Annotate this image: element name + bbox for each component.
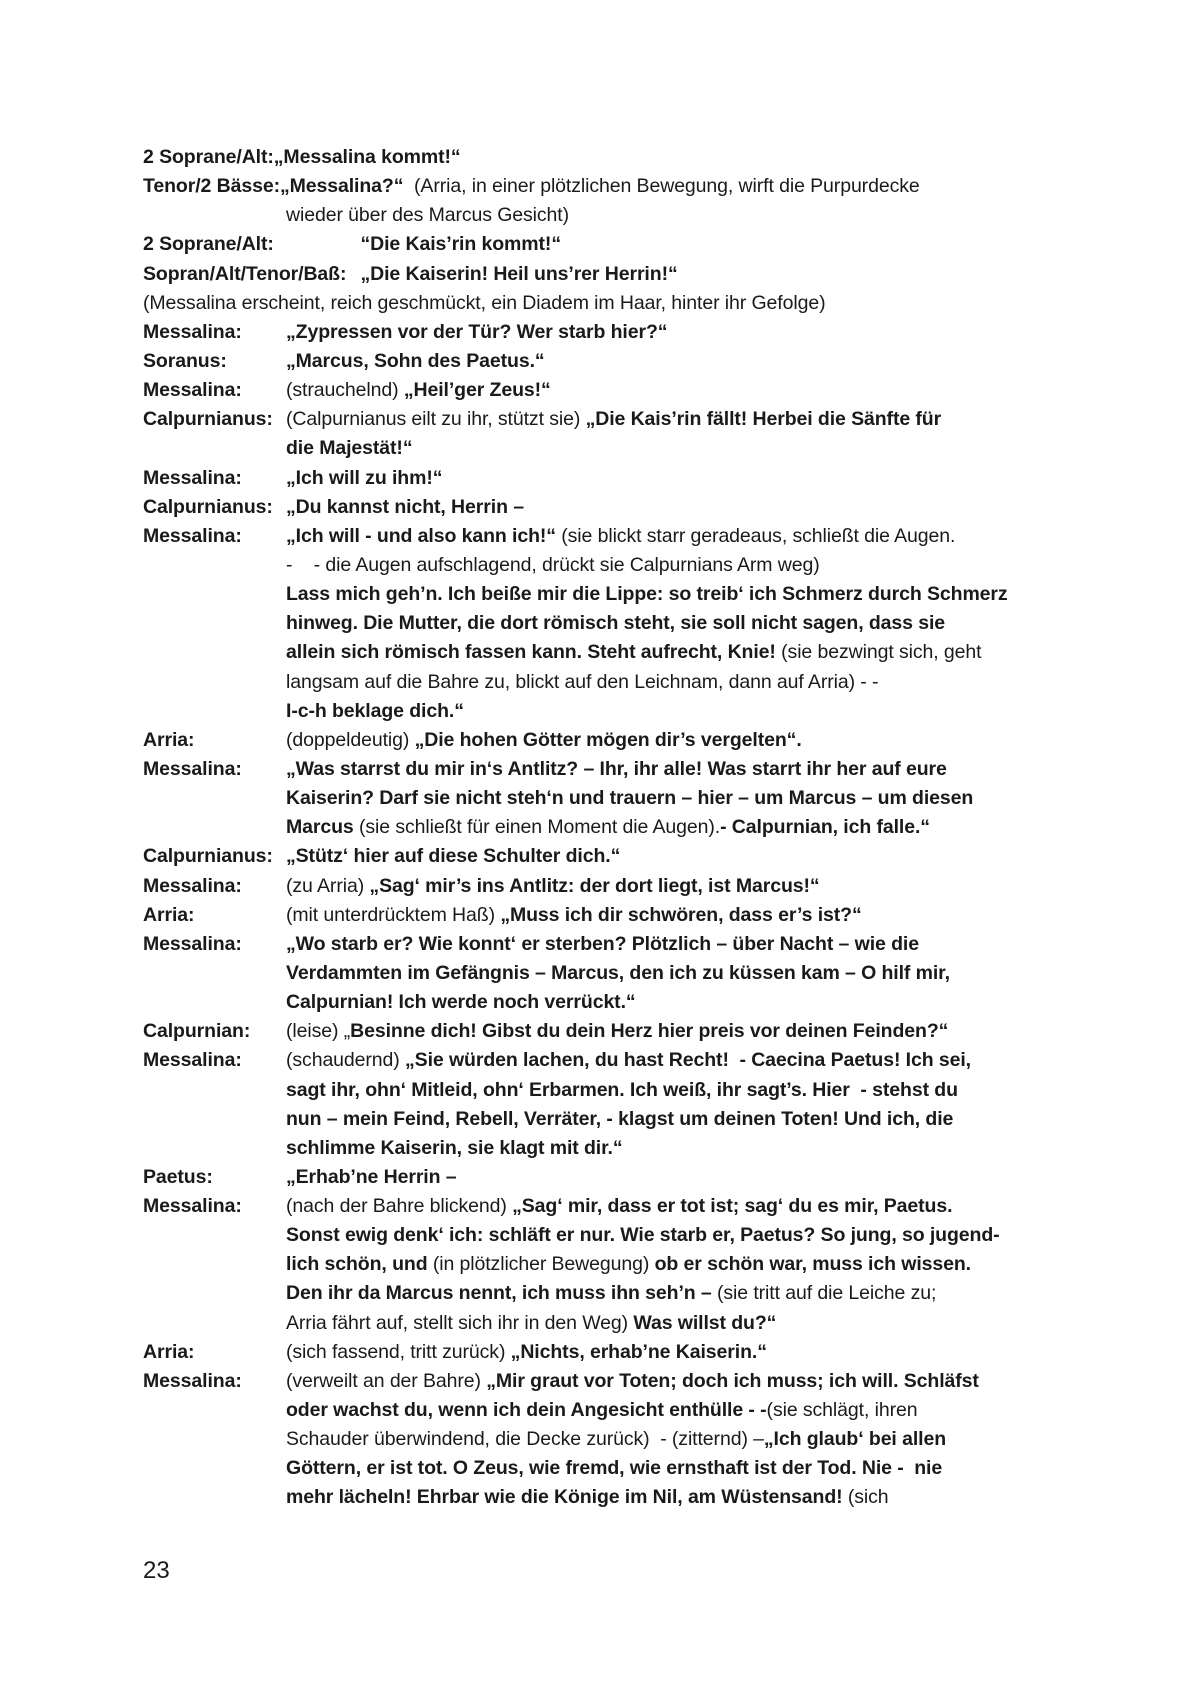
- script-line: [143, 1454, 1063, 1483]
- script-line: [143, 784, 1063, 813]
- spoken-text: „Zypressen vor der Tür? Wer starb hier?“: [286, 320, 668, 343]
- speaker-name: 2 Soprane/Alt:: [143, 233, 274, 256]
- line-content: [286, 813, 930, 842]
- spoken-text: „Heil’ger Zeus!“: [403, 379, 551, 402]
- line-content: [286, 842, 620, 871]
- line-content: [143, 289, 825, 318]
- speaker-name: Arria:: [143, 1340, 195, 1363]
- speaker-name: Messalina:: [143, 1195, 242, 1218]
- spoken-text: „Die hohen Götter mögen dir’s vergelten“.: [414, 728, 802, 751]
- script-line: [143, 1309, 1063, 1338]
- script-line: [143, 697, 1063, 726]
- line-content: [286, 1163, 457, 1192]
- stage-direction: (zu Arria): [286, 874, 370, 897]
- spoken-text: Besinne dich! Gibst du dein Herz hier preis vor deinen Feinden?“: [350, 1020, 949, 1043]
- stage-direction: wieder über des Marcus Gesicht): [286, 204, 570, 227]
- spoken-text: Marcus: [286, 816, 354, 839]
- line-content: [286, 1396, 917, 1425]
- spoken-text: 2 Soprane/Alt:„Messalina kommt!“: [143, 146, 461, 168]
- spoken-text: „Marcus, Sohn des Paetus.“: [286, 349, 545, 372]
- spoken-text: „Mir graut vor Toten; doch ich muss; ich will. Schläfst: [486, 1369, 979, 1392]
- line-content: [143, 172, 920, 201]
- script-line: [143, 289, 1063, 318]
- line-content: [286, 493, 524, 522]
- script-line: [143, 493, 1063, 522]
- stage-direction: (Calpurnianus eilt zu ihr, stützt sie): [286, 408, 586, 431]
- spoken-text: Kaiserin? Darf sie nicht steh‘n und trauern – hier – um Marcus – um diesen: [286, 787, 974, 810]
- script-line: [143, 1396, 1063, 1425]
- speaker-name: Messalina:: [143, 379, 242, 402]
- spoken-text: - Calpurnian, ich falle.“: [720, 816, 930, 839]
- spoken-text: „Erhab’ne Herrin –: [286, 1165, 457, 1188]
- stage-direction: (schaudernd): [286, 1049, 406, 1072]
- spoken-text: „Sie würden lachen, du hast Recht! - Caecina Paetus! Ich sei,: [405, 1049, 971, 1072]
- speaker-name: Calpurnianus:: [143, 408, 273, 431]
- line-content: [286, 260, 678, 289]
- spoken-text: ob er schön war, muss ich wissen.: [654, 1253, 972, 1276]
- script-line: [143, 1221, 1063, 1250]
- spoken-text: „Sag‘ mir’s ins Antlitz: der dort liegt, ist Marcus!“: [369, 874, 820, 897]
- stage-direction: (Messalina erscheint, reich geschmückt, ein Diadem im Haar, hinter ihr Gefolge): [143, 291, 826, 314]
- line-content: [286, 1105, 953, 1134]
- speaker-name: Messalina:: [143, 1049, 242, 1072]
- script-line: [143, 230, 1063, 259]
- script-line: [143, 1046, 1063, 1075]
- spoken-text: „Nichts, erhab’ne Kaiserin.“: [510, 1340, 767, 1363]
- line-content: [286, 726, 802, 755]
- line-content: [286, 376, 551, 405]
- line-content: [286, 609, 945, 638]
- script-line: [143, 609, 1063, 638]
- spoken-text: die Majestät!“: [286, 437, 413, 460]
- spoken-text: „Was starrst du mir in‘s Antlitz? – Ihr, ihr alle! Was starrt ihr her auf eure: [286, 757, 947, 780]
- script-line: [143, 1192, 1063, 1221]
- line-content: [286, 1250, 971, 1279]
- script-line: [143, 580, 1063, 609]
- line-content: [286, 1309, 776, 1338]
- script-line: [143, 872, 1063, 901]
- script-line: [143, 347, 1063, 376]
- speaker-name: Messalina:: [143, 1369, 242, 1392]
- script-line: [143, 959, 1063, 988]
- line-content: [286, 1454, 942, 1483]
- line-content: [286, 1425, 946, 1454]
- script-line: [143, 434, 1063, 463]
- script-line: [143, 1279, 1063, 1308]
- stage-direction: (in plötzlicher Bewegung): [427, 1253, 655, 1276]
- script-line: [143, 638, 1063, 667]
- script-line: [143, 522, 1063, 551]
- spoken-text: „Wo starb er? Wie konnt‘ er sterben? Plötzlich – über Nacht – wie die: [286, 932, 919, 955]
- line-content: [286, 901, 862, 930]
- speaker-name: Messalina:: [143, 757, 242, 780]
- script-line: [143, 551, 1063, 580]
- speaker-name: Arria:: [143, 728, 195, 751]
- script-line: [143, 260, 1063, 289]
- spoken-text: Tenor/2 Bässe:„Messalina?“: [143, 175, 404, 198]
- line-content: [286, 1483, 889, 1512]
- spoken-text: Sonst ewig denk‘ ich: schläft er nur. Wie starb er, Paetus? So jung, so jugend-: [286, 1224, 1000, 1247]
- spoken-text: „Sag‘ mir, dass er tot ist; sag‘ du es mir, Paetus.: [512, 1195, 953, 1218]
- speaker-name: Calpurnian:: [143, 1020, 251, 1043]
- script-text-body: [143, 143, 1063, 1513]
- script-line: [143, 988, 1063, 1017]
- speaker-name: Calpurnianus:: [143, 495, 273, 518]
- line-content: [286, 668, 878, 697]
- speaker-name: Arria:: [143, 903, 195, 926]
- page-number: 23: [143, 1557, 170, 1584]
- speaker-name: Messalina:: [143, 466, 242, 489]
- spoken-text: Den ihr da Marcus nennt, ich muss ihn seh’n –: [286, 1282, 712, 1305]
- stage-direction: langsam auf die Bahre zu, blickt auf den Leichnam, dann auf Arria) - -: [286, 670, 879, 693]
- line-content: [286, 872, 820, 901]
- speaker-name: Messalina:: [143, 932, 242, 955]
- spoken-text: I-c-h beklage dich.“: [286, 699, 464, 722]
- stage-direction: (sie schließt für einen Moment die Augen).: [353, 816, 721, 839]
- line-content: [286, 930, 919, 959]
- spoken-text: schlimme Kaiserin, sie klagt mit dir.“: [286, 1136, 623, 1159]
- spoken-text: Lass mich geh’n. Ich beiße mir die Lippe: so treib‘ ich Schmerz durch Schmerz: [286, 583, 1008, 606]
- line-content: [286, 1046, 971, 1075]
- stage-direction: (sich fassend, tritt zurück): [286, 1340, 511, 1363]
- spoken-text: Calpurnian! Ich werde noch verrückt.“: [286, 991, 636, 1014]
- script-line: [143, 1338, 1063, 1367]
- line-content: [286, 1221, 1000, 1250]
- line-content: [286, 551, 820, 580]
- line-content: [286, 318, 667, 347]
- spoken-text: „Ich will zu ihm!“: [286, 466, 443, 489]
- spoken-text: hinweg. Die Mutter, die dort römisch steht, sie soll nicht sagen, dass sie: [286, 612, 946, 635]
- script-line: [143, 1105, 1063, 1134]
- stage-direction: (sie bezwingt sich, geht: [775, 641, 982, 664]
- spoken-text: „Du kannst nicht, Herrin –: [286, 495, 524, 518]
- line-content: [286, 464, 442, 493]
- script-line: [143, 376, 1063, 405]
- line-content: [286, 1367, 979, 1396]
- stage-direction: (mit unterdrücktem Haß): [286, 903, 501, 926]
- line-content: [286, 638, 981, 667]
- spoken-text: Göttern, er ist tot. O Zeus, wie fremd, wie ernsthaft ist der Tod. Nie - nie: [286, 1457, 943, 1480]
- line-content: [286, 1017, 948, 1046]
- spoken-text: oder wachst du, wenn ich dein Angesicht enthülle - -: [286, 1399, 767, 1422]
- line-content: [286, 1076, 958, 1105]
- speaker-name: Calpurnianus:: [143, 845, 273, 868]
- script-line: [143, 1076, 1063, 1105]
- script-line: [143, 1134, 1063, 1163]
- spoken-text: “Die Kais’rin kommt!“: [286, 233, 561, 256]
- spoken-text: allein sich römisch fassen kann. Steht aufrecht, Knie!: [286, 641, 776, 664]
- stage-direction: (verweilt an der Bahre): [286, 1369, 487, 1392]
- stage-direction: (doppeldeutig): [286, 728, 415, 751]
- spoken-text: nun – mein Feind, Rebell, Verräter, - klagst um deinen Toten! Und ich, die: [286, 1107, 954, 1130]
- stage-direction: (sie tritt auf die Leiche zu;: [711, 1282, 937, 1305]
- script-line: [143, 1250, 1063, 1279]
- stage-direction: (nach der Bahre blickend): [286, 1195, 513, 1218]
- stage-direction: (Arria, in einer plötzlichen Bewegung, wirft die Purpurdecke: [403, 175, 920, 198]
- spoken-text: lich schön, und: [286, 1253, 428, 1276]
- script-line: [143, 668, 1063, 697]
- speaker-name: Sopran/Alt/Tenor/Baß:: [143, 262, 347, 285]
- script-line: [143, 813, 1063, 842]
- script-line: [143, 1163, 1063, 1192]
- stage-direction: (sie blickt starr geradeaus, schließt die Augen.: [555, 524, 956, 547]
- spoken-text: sagt ihr, ohn‘ Mitleid, ohn‘ Erbarmen. Ich weiß, ihr sagt’s. Hier - stehst du: [286, 1078, 958, 1101]
- stage-direction: Arria fährt auf, stellt sich ihr in den Weg): [286, 1311, 634, 1334]
- spoken-text: „Ich glaub‘ bei allen: [763, 1428, 947, 1451]
- line-content: [286, 230, 561, 259]
- script-line: [143, 318, 1063, 347]
- speaker-name: Paetus:: [143, 1165, 213, 1188]
- line-content: [286, 434, 412, 463]
- speaker-name: Messalina:: [143, 874, 242, 897]
- line-content: [286, 784, 973, 813]
- stage-direction: - - die Augen aufschlagend, drückt sie Calpurnians Arm weg): [286, 553, 820, 576]
- stage-direction: Schauder überwindend, die Decke zurück) - (zitternd) –: [286, 1428, 764, 1451]
- stage-direction: (leise) „: [286, 1020, 351, 1043]
- spoken-text: mehr lächeln! Ehrbar wie die Könige im Nil, am Wüstensand!: [286, 1486, 843, 1509]
- line-content: [286, 1338, 767, 1367]
- spoken-text: „Stütz‘ hier auf diese Schulter dich.“: [286, 845, 621, 868]
- speaker-name: Messalina:: [143, 524, 242, 547]
- script-line: [143, 901, 1063, 930]
- line-content: [286, 405, 941, 434]
- script-line: [143, 201, 1063, 230]
- spoken-text: Verdammten im Gefängnis – Marcus, den ich zu küssen kam – O hilf mir,: [286, 961, 950, 984]
- stage-direction: (strauchelnd): [286, 379, 404, 402]
- line-content: [286, 522, 955, 551]
- script-line: [143, 726, 1063, 755]
- script-line: [143, 143, 1063, 172]
- line-content: [286, 201, 569, 230]
- stage-direction: (sich: [842, 1486, 889, 1509]
- line-content: [286, 959, 950, 988]
- line-content: [286, 347, 545, 376]
- script-line: [143, 405, 1063, 434]
- spoken-text: „Die Kais’rin fällt! Herbei die Sänfte für: [585, 408, 942, 431]
- line-content: [286, 580, 1008, 609]
- script-line: [143, 755, 1063, 784]
- spoken-text: Was willst du?“: [633, 1311, 777, 1334]
- speaker-name: Soranus:: [143, 349, 227, 372]
- script-line: [143, 464, 1063, 493]
- stage-direction: (sie schlägt, ihren: [766, 1399, 918, 1422]
- script-line: [143, 1017, 1063, 1046]
- speaker-name: Messalina:: [143, 320, 242, 343]
- script-line: [143, 1425, 1063, 1454]
- spoken-text: „Muss ich dir schwören, dass er’s ist?“: [500, 903, 862, 926]
- script-line: [143, 1483, 1063, 1512]
- line-content: [286, 1134, 623, 1163]
- script-line: [143, 172, 1063, 201]
- line-content: [286, 697, 464, 726]
- script-line: [143, 930, 1063, 959]
- line-content: [286, 755, 947, 784]
- line-content: [286, 1279, 936, 1308]
- line-content: [286, 988, 636, 1017]
- script-line: [143, 1367, 1063, 1396]
- script-line: [143, 842, 1063, 871]
- spoken-text: „Die Kaiserin! Heil uns’rer Herrin!“: [286, 262, 678, 285]
- spoken-text: „Ich will - und also kann ich!“: [286, 524, 556, 547]
- line-content: [143, 143, 461, 172]
- line-content: [286, 1192, 952, 1221]
